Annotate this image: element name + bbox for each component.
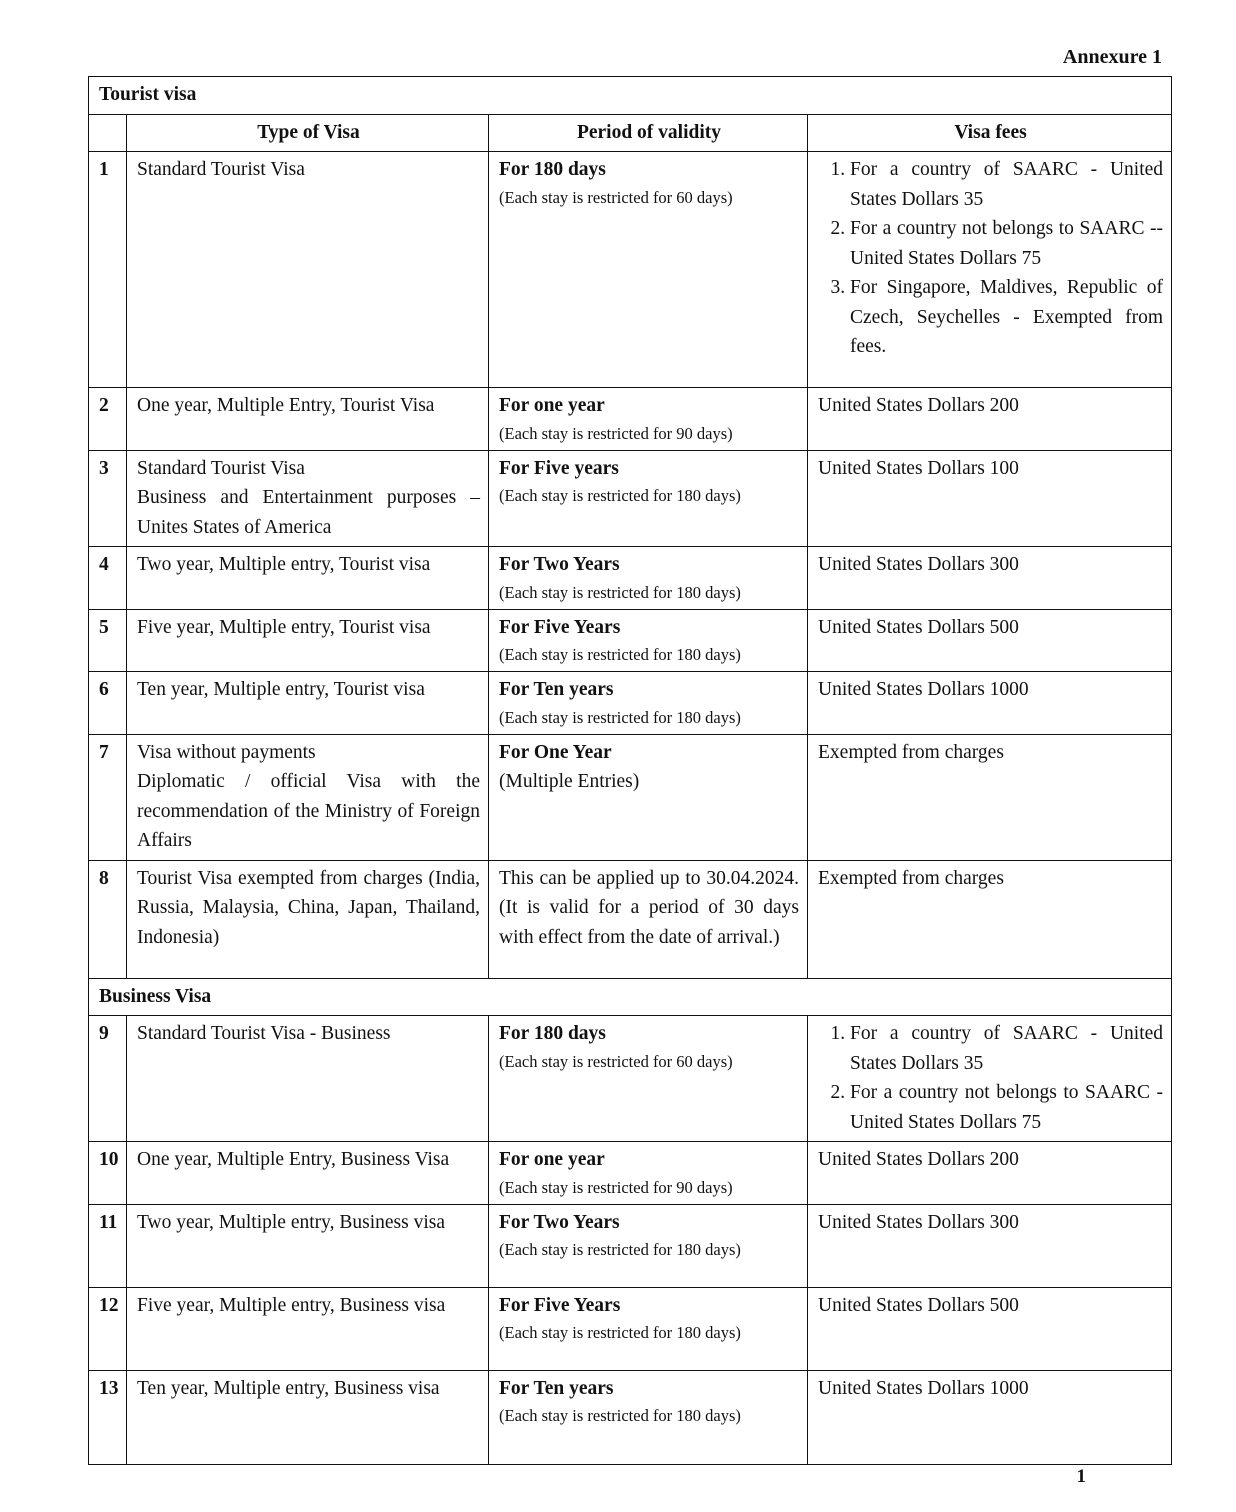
period-plain-text: (Multiple Entries) <box>499 771 640 792</box>
visa-type-text: Ten year, Multiple entry, Tourist visa <box>137 679 425 700</box>
fees-cell <box>808 734 1172 860</box>
period-main-text: For Five years <box>499 457 619 479</box>
table-row <box>89 672 1172 735</box>
row-number: 3 <box>89 450 127 547</box>
row-number: 5 <box>89 609 127 672</box>
period-cell <box>489 672 808 735</box>
fees-list-item: 1. For a country of SAARC - United States Dollars 35 <box>850 155 1163 214</box>
fee-text: United States Dollars 200 <box>818 395 1019 416</box>
period-cell <box>489 152 808 388</box>
table-row <box>89 450 1172 547</box>
visa-type-text: Standard Tourist Visa <box>137 159 305 180</box>
header-visa-fees: Visa fees <box>808 114 1172 152</box>
fees-cell <box>808 1287 1172 1370</box>
visa-type-cell <box>127 1370 489 1464</box>
fee-text: United States Dollars 500 <box>818 616 1019 638</box>
row-number: 7 <box>89 734 127 860</box>
table-row <box>89 547 1172 610</box>
visa-type-text: One year, Multiple Entry, Tourist Visa <box>137 395 435 416</box>
visa-type-cell <box>127 388 489 451</box>
period-main-text: For Five Years <box>499 1294 621 1316</box>
fees-cell <box>808 450 1172 547</box>
visa-type-text: Five year, Multiple entry, Business visa <box>137 1294 446 1316</box>
period-sub-text: (Each stay is restricted for 180 days) <box>499 582 741 602</box>
fees-cell <box>808 388 1172 451</box>
visa-type-cell <box>127 1204 489 1287</box>
period-main-text: For one year <box>499 1149 605 1170</box>
fees-list-item: 1. For a country of SAARC - United States Dollars 35 <box>850 1019 1163 1078</box>
row-number: 2 <box>89 388 127 451</box>
period-sub-text: (Each stay is restricted for 90 days) <box>499 1177 733 1197</box>
period-cell <box>489 547 808 610</box>
row-number: 8 <box>89 860 127 978</box>
period-main-text: For Two Years <box>499 1211 620 1233</box>
visa-type-cell <box>127 1287 489 1370</box>
visa-type-text: Ten year, Multiple entry, Business visa <box>137 1377 440 1399</box>
visa-type-cell <box>127 734 489 860</box>
period-sub-text: (Each stay is restricted for 60 days) <box>499 1051 733 1071</box>
tourist-section-title: Tourist visa <box>89 77 1172 115</box>
period-main-text: For Five Years <box>499 616 621 638</box>
period-main-text: For one year <box>499 395 605 416</box>
table-row <box>89 609 1172 672</box>
visa-type-text: Visa without payments <box>137 741 316 763</box>
visa-type-text: Diplomatic / official Visa with the recommendation of the Ministry of Foreign Affairs <box>137 771 480 851</box>
fees-list-item: 2. For a country not belongs to SAARC -- United States Dollars 75 <box>850 214 1163 273</box>
period-cell <box>489 860 808 978</box>
fee-text: United States Dollars 500 <box>818 1294 1019 1316</box>
row-number: 10 <box>89 1142 127 1205</box>
period-sub-text: (Each stay is restricted for 180 days) <box>499 1406 741 1425</box>
annexure-label: Annexure 1 <box>1062 46 1162 68</box>
fees-list <box>818 1019 1163 1137</box>
row-number: 13 <box>89 1370 127 1464</box>
header-num-cell <box>89 114 127 152</box>
fee-text: Exempted from charges <box>818 741 1004 763</box>
table-row <box>89 1142 1172 1205</box>
fees-cell <box>808 1204 1172 1287</box>
visa-type-cell <box>127 152 489 388</box>
fees-cell <box>808 152 1172 388</box>
period-sub-text: (Each stay is restricted for 180 days) <box>499 707 741 727</box>
period-cell <box>489 734 808 860</box>
period-main-text: For 180 days <box>499 1023 606 1044</box>
fees-list <box>818 155 1163 362</box>
table-row <box>89 1370 1172 1464</box>
table-row <box>89 152 1172 388</box>
period-main-text: For Two Years <box>499 554 620 575</box>
page-number: 1 <box>1076 1466 1086 1487</box>
period-cell <box>489 1204 808 1287</box>
period-main-text: For Ten years <box>499 1377 614 1399</box>
period-sub-text: (Each stay is restricted for 180 days) <box>499 486 741 505</box>
row-number: 4 <box>89 547 127 610</box>
table-row <box>89 860 1172 978</box>
visa-type-text: Standard Tourist Visa - Business <box>137 1023 391 1044</box>
period-cell <box>489 388 808 451</box>
fees-list-item: 2. For a country not belongs to SAARC - United States Dollars 75 <box>850 1078 1163 1137</box>
visa-type-text: Two year, Multiple entry, Tourist visa <box>137 554 431 575</box>
period-cell <box>489 1287 808 1370</box>
row-number: 6 <box>89 672 127 735</box>
visa-type-cell <box>127 1142 489 1205</box>
period-cell <box>489 1142 808 1205</box>
period-sub-text: (Each stay is restricted for 60 days) <box>499 187 733 207</box>
fees-cell <box>808 609 1172 672</box>
table-row <box>89 734 1172 860</box>
row-number: 12 <box>89 1287 127 1370</box>
period-cell <box>489 450 808 547</box>
visa-type-cell <box>127 609 489 672</box>
row-number: 11 <box>89 1204 127 1287</box>
period-main-text: For One Year <box>499 741 612 763</box>
visa-type-text: Two year, Multiple entry, Business visa <box>137 1211 446 1233</box>
visa-type-cell <box>127 860 489 978</box>
visa-type-cell <box>127 547 489 610</box>
fee-text: United States Dollars 1000 <box>818 679 1029 700</box>
visa-type-text: Tourist Visa exempted from charges (India, Russia, Malaysia, China, Japan, Thailand, Indonesia) <box>137 867 480 948</box>
fees-cell <box>808 672 1172 735</box>
visa-fees-table <box>88 76 1172 1465</box>
period-sub-text: (Each stay is restricted for 180 days) <box>499 1240 741 1259</box>
period-cell <box>489 609 808 672</box>
visa-type-cell <box>127 1016 489 1142</box>
fee-text: United States Dollars 1000 <box>818 1377 1029 1399</box>
period-text: This can be applied up to 30.04.2024. (It is valid for a period of 30 days with effect from the date of arrival.) <box>499 867 799 948</box>
business-section-title-row <box>89 978 1172 1016</box>
header-row <box>89 114 1172 152</box>
period-cell <box>489 1370 808 1464</box>
period-main-text: For Ten years <box>499 679 614 700</box>
header-period-of-validity: Period of validity <box>489 114 808 152</box>
fees-cell <box>808 1142 1172 1205</box>
visa-type-text: Business and Entertainment purposes – Unites States of America <box>137 487 480 538</box>
business-section-title: Business Visa <box>89 978 1172 1016</box>
header-type-of-visa: Type of Visa <box>127 114 489 152</box>
period-sub-text: (Each stay is restricted for 180 days) <box>499 1323 741 1342</box>
fee-text: United States Dollars 300 <box>818 554 1019 575</box>
fee-text: United States Dollars 300 <box>818 1211 1019 1233</box>
tourist-section-title-row <box>89 77 1172 115</box>
fees-cell <box>808 547 1172 610</box>
visa-type-cell <box>127 450 489 547</box>
fee-text: United States Dollars 100 <box>818 457 1019 479</box>
period-main-text: For 180 days <box>499 159 606 180</box>
table-row <box>89 1287 1172 1370</box>
fees-cell <box>808 860 1172 978</box>
visa-type-cell <box>127 672 489 735</box>
visa-type-text: Standard Tourist Visa <box>137 457 305 479</box>
period-cell <box>489 1016 808 1142</box>
row-number: 1 <box>89 152 127 388</box>
fee-text: United States Dollars 200 <box>818 1149 1019 1170</box>
fees-list-item: 3. For Singapore, Maldives, Republic of Czech, Seychelles - Exempted from fees. <box>850 273 1163 362</box>
visa-type-text: Five year, Multiple entry, Tourist visa <box>137 616 431 638</box>
row-number: 9 <box>89 1016 127 1142</box>
visa-type-text: One year, Multiple Entry, Business Visa <box>137 1149 450 1170</box>
fees-cell <box>808 1370 1172 1464</box>
period-sub-text: (Each stay is restricted for 90 days) <box>499 423 733 443</box>
table-row <box>89 1016 1172 1142</box>
fee-text: Exempted from charges <box>818 867 1004 889</box>
period-sub-text: (Each stay is restricted for 180 days) <box>499 645 741 664</box>
table-row <box>89 388 1172 451</box>
table-row <box>89 1204 1172 1287</box>
fees-cell <box>808 1016 1172 1142</box>
